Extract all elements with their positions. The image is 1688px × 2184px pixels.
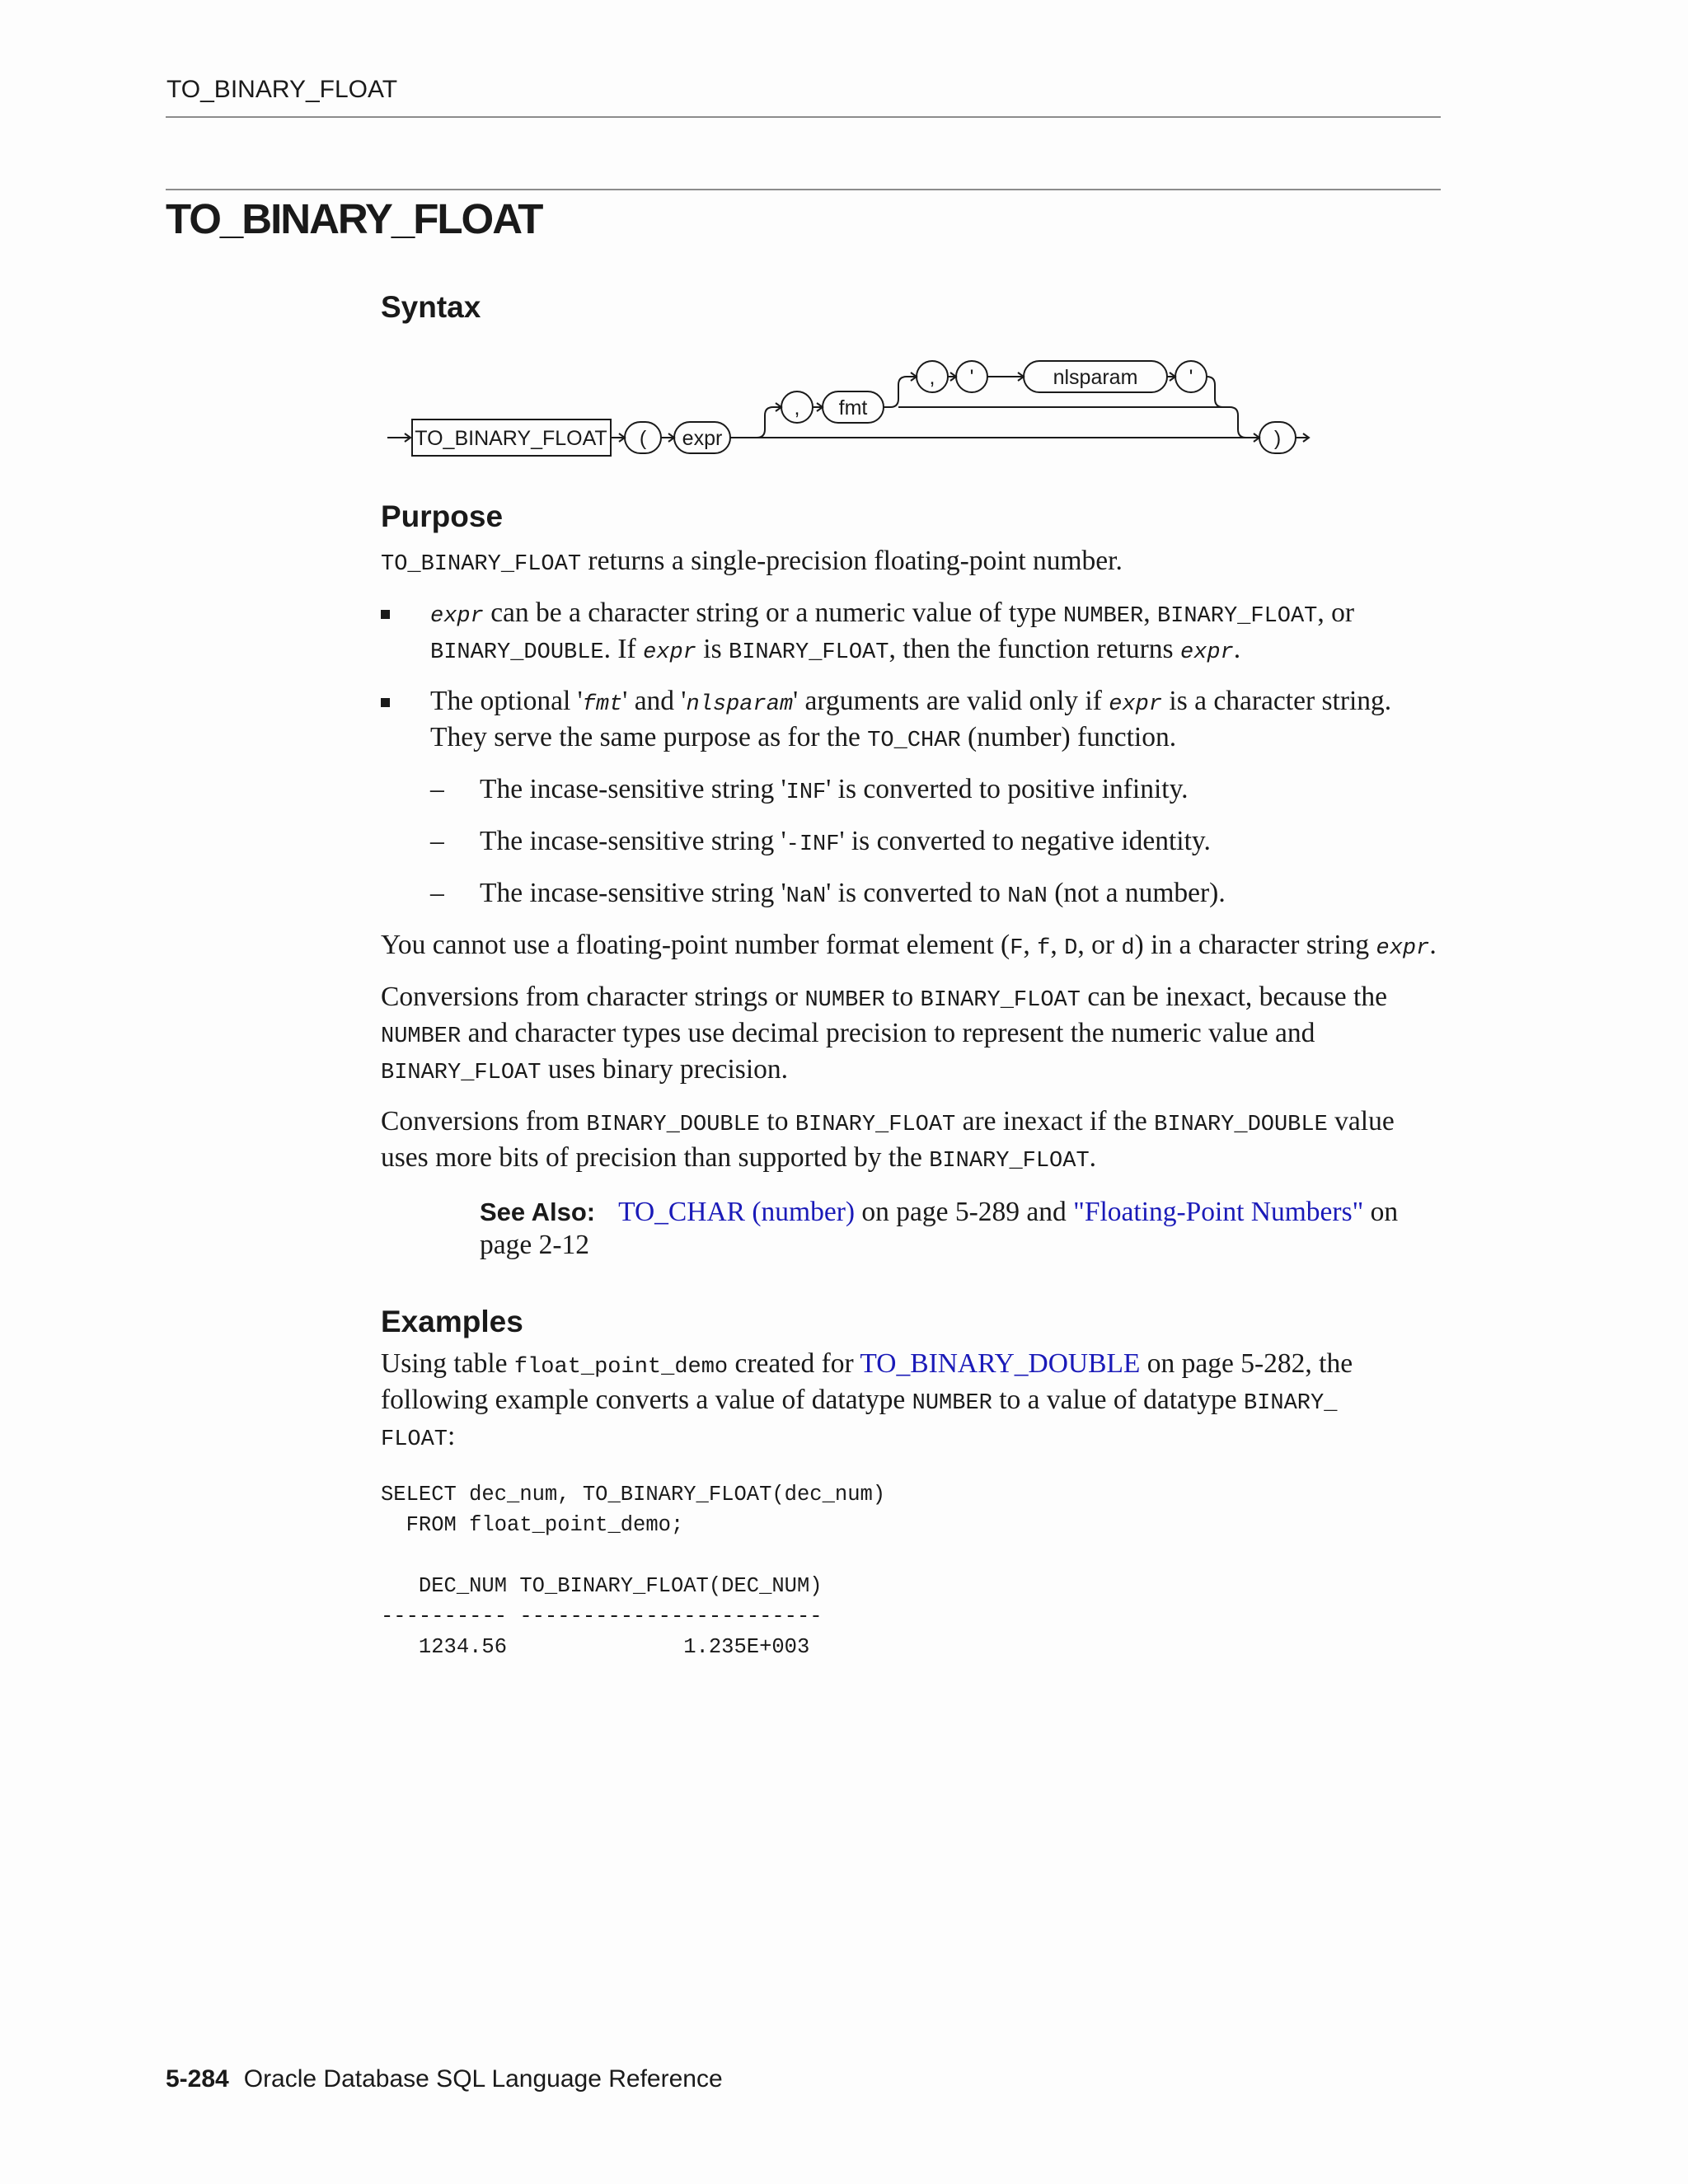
book-title: Oracle Database SQL Language Reference (243, 2065, 723, 2093)
bullet-marker (381, 610, 390, 619)
syntax-quote-close: ' (1189, 366, 1193, 389)
syntax-comma-2: , (929, 366, 935, 389)
page-title: TO_BINARY_FLOAT (166, 195, 542, 242)
syntax-heading: Syntax (381, 290, 481, 324)
to-binary-double-link[interactable]: TO_BINARY_DOUBLE (860, 1348, 1141, 1379)
see-also-label: See Also: (480, 1197, 596, 1226)
purpose-paragraph-conversion-number: Conversions from character strings or NUMBER to BINARY_FLOAT can be inexact, because the NUMBER and character types use decimal precision to represent the numeric value and BINARY_FLOAT uses binary precision. (381, 982, 1387, 1085)
page-footer (166, 2065, 723, 2093)
syntax-open-paren: ( (639, 427, 647, 450)
syntax-function-box: TO_BINARY_FLOAT (415, 427, 607, 450)
purpose-intro: TO_BINARY_FLOAT returns a single-precision floating-point number. (381, 546, 1123, 577)
syntax-close-paren: ) (1273, 427, 1282, 450)
see-also-note: See Also: TO_CHAR (number) on page 5-289 and "Floating-Point Numbers" on page 2-12 (480, 1197, 1399, 1260)
purpose-heading: Purpose (381, 499, 504, 533)
purpose-paragraph-conversion-double: Conversions from BINARY_DOUBLE to BINARY_FLOAT are inexact if the BINARY_DOUBLE value uses more bits of precision than supported by the BINARY_FLOAT. (381, 1106, 1395, 1174)
purpose-bullet-1: expr can be a character string or a numeric value of type NUMBER, BINARY_FLOAT, or BINARY_DOUBLE. If expr is BINARY_FLOAT, then the function returns expr. (381, 597, 1444, 669)
syntax-expr: expr (682, 427, 723, 450)
bullet-marker (381, 698, 390, 707)
running-header: TO_BINARY_FLOAT (166, 76, 398, 103)
page-number: 5-284 (166, 2065, 229, 2093)
examples-content (381, 1347, 1444, 1662)
example-code-block: SELECT dec_num, TO_BINARY_FLOAT(dec_num) FROM float_point_demo; DEC_NUM TO_BINARY_FLOAT(DEC_NUM) ---------- ------------------------ 1234.56 1.235E+003 (381, 1483, 886, 1659)
to-char-number-link[interactable]: TO_CHAR (number) (618, 1197, 856, 1227)
title-rule (166, 189, 1441, 190)
floating-point-numbers-link[interactable]: "Floating-Point Numbers" (1073, 1197, 1364, 1227)
header-rule (166, 116, 1441, 118)
syntax-fmt: fmt (838, 396, 868, 419)
examples-heading: Examples (381, 1305, 523, 1338)
syntax-quote-open: ' (969, 366, 974, 389)
examples-intro: Using table float_point_demo created for TO_BINARY_DOUBLE on page 5-282, the following example converts a value of datatype NUMBER to a value of datatype BINARY_ FLOAT: (381, 1348, 1353, 1452)
purpose-dash-item-2: – The incase-sensitive string '-INF' is converted to negative identity. (430, 826, 1211, 857)
syntax-nlsparam: nlsparam (1053, 366, 1138, 389)
purpose-bullet-list (381, 597, 1444, 913)
syntax-diagram (377, 349, 1325, 473)
purpose-paragraph-format-element: You cannot use a floating-point number format element (F, f, D, or d) in a character string expr. (381, 930, 1437, 961)
purpose-content (381, 545, 1444, 1295)
purpose-dash-item-1: – The incase-sensitive string 'INF' is converted to positive infinity. (430, 774, 1189, 805)
purpose-bullet-2: The optional 'fmt' and 'nlsparam' arguments are valid only if expr is a character string. They serve the same purpose as for the TO_CHAR (number) function. – The incase-sensitive string 'INF' is converted to positive infinity. – The incase-sensitive string '-INF' is converted to negative identity. – The incase-sensitive string 'NaN' is converted to NaN (not a number). (381, 685, 1444, 913)
purpose-dash-list (430, 773, 1444, 913)
purpose-dash-item-3: – The incase-sensitive string 'NaN' is converted to NaN (not a number). (430, 878, 1226, 909)
syntax-comma-1: , (794, 396, 800, 419)
